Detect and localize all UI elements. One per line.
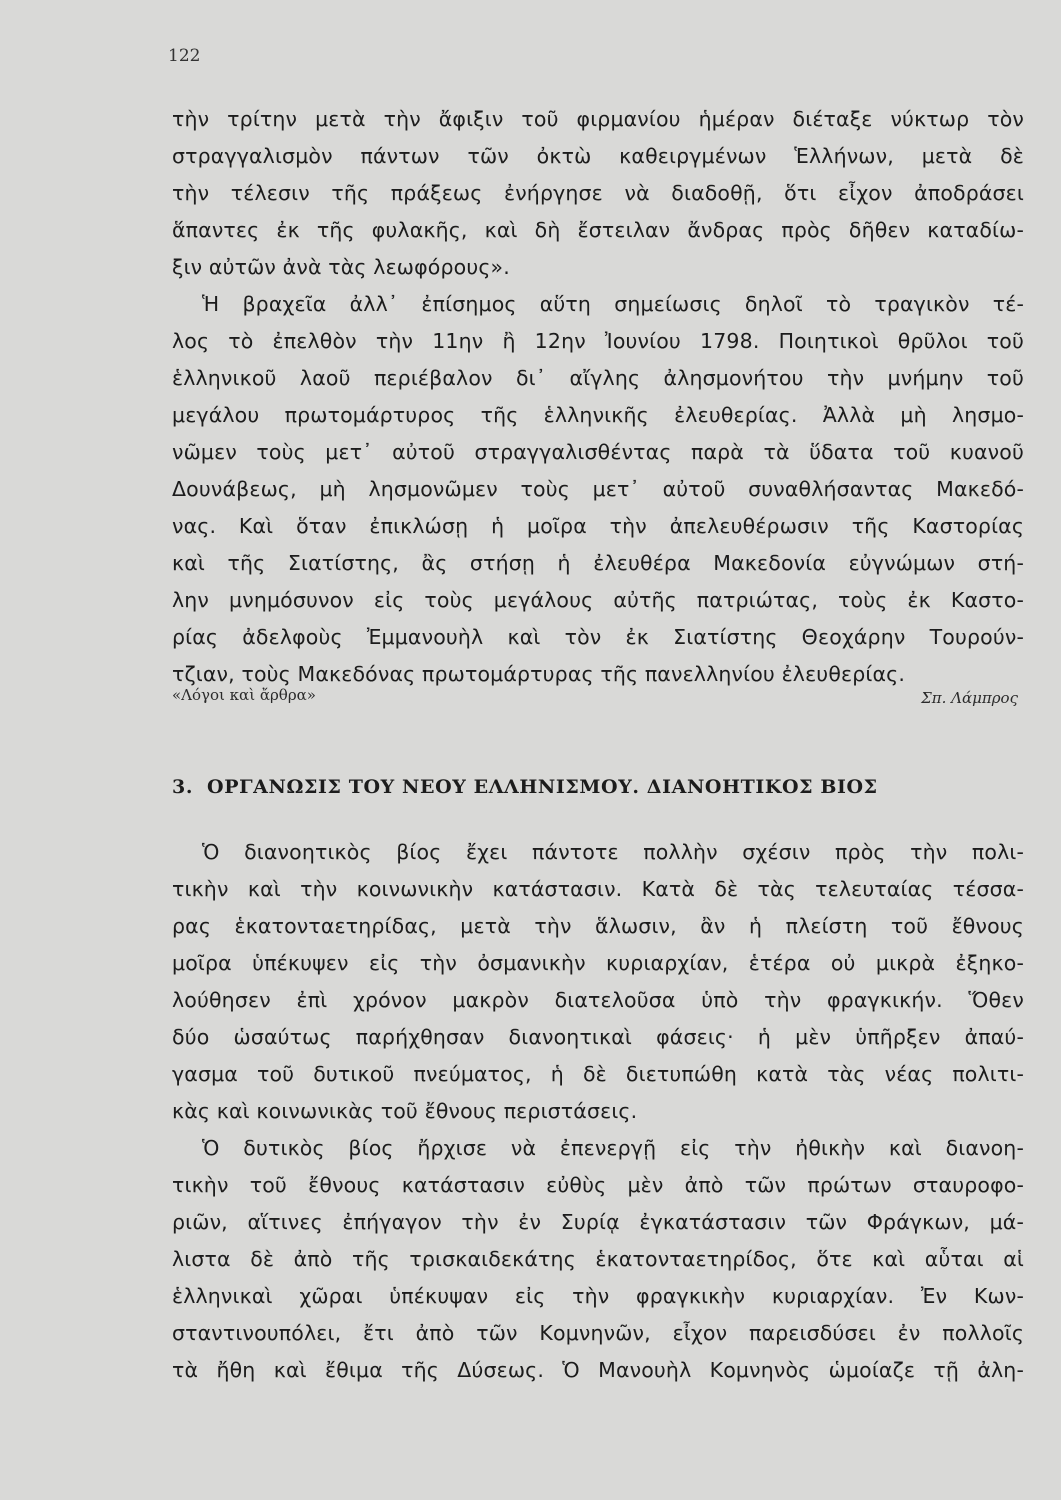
text-line: καὶ τῆς Σιατίστης, ἂς στήσῃ ἡ ἐλευθέρα Μακεδονία εὐγνώμων στή- [172,551,1024,575]
source-author: Σπ. Λάμπρος [921,689,1018,707]
text-line: λούθησεν ἐπὶ χρόνον μακρὸν διατελοῦσα ὑπὸ τὴν φραγκικήν. Ὅθεν [172,988,1024,1012]
text-line: σταντινουπόλει, ἔτι ἀπὸ τῶν Κομνηνῶν, εἶχον παρεισδύσει ἐν πολλοῖς [172,1321,1024,1345]
text-line: λος τὸ ἐπελθὸν τὴν 11ην ἢ 12ην Ἰουνίου 1798. Ποιητικοὶ θρῦλοι τοῦ [172,329,1024,353]
text-line: στραγγαλισμὸν πάντων τῶν ὀκτὼ καθειργμένων Ἑλλήνων, μετὰ δὲ [172,144,1024,168]
text-line: δύο ὡσαύτως παρήχθησαν διανοητικαὶ φάσεις· ἡ μὲν ὑπῆρξεν ἀπαύ- [172,1025,1024,1049]
text-line: τικὴν τοῦ ἔθνους κατάστασιν εὐθὺς μὲν ἀπὸ τῶν πρώτων σταυροφο- [172,1173,1024,1197]
text-line: Ἡ βραχεῖα ἀλλ᾽ ἐπίσημος αὕτη σημείωσις δηλοῖ τὸ τραγικὸν τέ- [202,292,1024,316]
text-line: γασμα τοῦ δυτικοῦ πνεύματος, ἡ δὲ διετυπώθη κατὰ τὰς νέας πολιτι- [172,1062,1024,1086]
text-line: λιστα δὲ ἀπὸ τῆς τρισκαιδεκάτης ἑκατονταετηρίδος, ὅτε καὶ αὗται αἱ [172,1247,1024,1271]
text-line: κὰς καὶ κοινωνικὰς τοῦ ἔθνους περιστάσεις. [172,1099,638,1123]
section-body-text [172,834,1024,1389]
text-line: τὴν τέλεσιν τῆς πράξεως ἐνήργησε νὰ διαδοθῇ, ὅτι εἶχον ἀποδράσει [172,181,1024,205]
quote-continuation-text [172,101,1024,693]
text-line: ἅπαντες ἐκ τῆς φυλακῆς, καὶ δὴ ἔστειλαν ἄνδρας πρὸς δῆθεν καταδίω- [172,218,1024,242]
text-line: Ὁ δυτικὸς βίος ἤρχισε νὰ ἐπενεργῇ εἰς τὴν ἠθικὴν καὶ διανοη- [202,1136,1024,1160]
text-line: ρας ἑκατονταετηρίδας, μετὰ τὴν ἅλωσιν, ἂν ἡ πλείστη τοῦ ἔθνους [172,914,1024,938]
text-line: τζιαν, τοὺς Μακεδόνας πρωτομάρτυρας τῆς πανελληνίου ἐλευθερίας. [172,662,906,686]
text-line: τὰ ἤθη καὶ ἔθιμα τῆς Δύσεως. Ὁ Μανουὴλ Κομνηνὸς ὡμοίαζε τῇ ἀλη- [172,1358,1024,1382]
text-line: τικὴν καὶ τὴν κοινωνικὴν κατάστασιν. Κατὰ δὲ τὰς τελευταίας τέσσα- [172,877,1024,901]
section-title: ΟΡΓΑΝΩΣΙΣ ΤΟΥ ΝΕΟΥ ΕΛΛΗΝΙΣΜΟΥ. ΔΙΑΝΟΗΤΙΚΟΣ ΒΙΟΣ [207,776,878,798]
text-line: ρίας ἀδελφοὺς Ἐμμανουὴλ καὶ τὸν ἐκ Σιατίστης Θεοχάρην Τουρούν- [172,625,1024,649]
text-line: ἑλληνικοῦ λαοῦ περιέβαλον δι᾽ αἴγλης ἀλησμονήτου τὴν μνήμην τοῦ [172,366,1024,390]
text-line: μεγάλου πρωτομάρτυρος τῆς ἑλληνικῆς ἐλευθερίας. Ἀλλὰ μὴ λησμο- [172,403,1024,427]
text-line: Ὁ διανοητικὸς βίος ἔχει πάντοτε πολλὴν σχέσιν πρὸς τὴν πολι- [202,840,1024,864]
section-number: 3. [172,776,194,798]
text-line: Δουνάβεως, μὴ λησμονῶμεν τοὺς μετ᾽ αὐτοῦ συναθλήσαντας Μακεδό- [172,477,1024,501]
text-line: ριῶν, αἵτινες ἐπήγαγον τὴν ἐν Συρίᾳ ἐγκατάστασιν τῶν Φράγκων, μά- [172,1210,1024,1234]
text-line: νας. Καὶ ὅταν ἐπικλώσῃ ἡ μοῖρα τὴν ἀπελευθέρωσιν τῆς Καστορίας [172,514,1024,538]
text-line: τὴν τρίτην μετὰ τὴν ἄφιξιν τοῦ φιρμανίου ἡμέραν διέταξε νύκτωρ τὸν [172,107,1024,131]
section-heading [172,776,1020,798]
source-work: «Λόγοι καὶ ἄρθρα» [172,686,316,704]
text-line: ἑλληνικαὶ χῶραι ὑπέκυψαν εἰς τὴν φραγκικὴν κυριαρχίαν. Ἐν Κων- [172,1284,1024,1308]
text-line: λην μνημόσυνον εἰς τοὺς μεγάλους αὐτῆς πατριώτας, τοὺς ἐκ Καστο- [172,588,1024,612]
text-line: ξιν αὐτῶν ἀνὰ τὰς λεωφόρους». [172,255,510,279]
text-line: μοῖρα ὑπέκυψεν εἰς τὴν ὀσμανικὴν κυριαρχίαν, ἑτέρα οὐ μικρὰ ἐξηκο- [172,951,1024,975]
text-line: νῶμεν τοὺς μετ᾽ αὐτοῦ στραγγαλισθέντας παρὰ τὰ ὕδατα τοῦ κυανοῦ [172,440,1024,464]
page-number: 122 [168,46,201,66]
